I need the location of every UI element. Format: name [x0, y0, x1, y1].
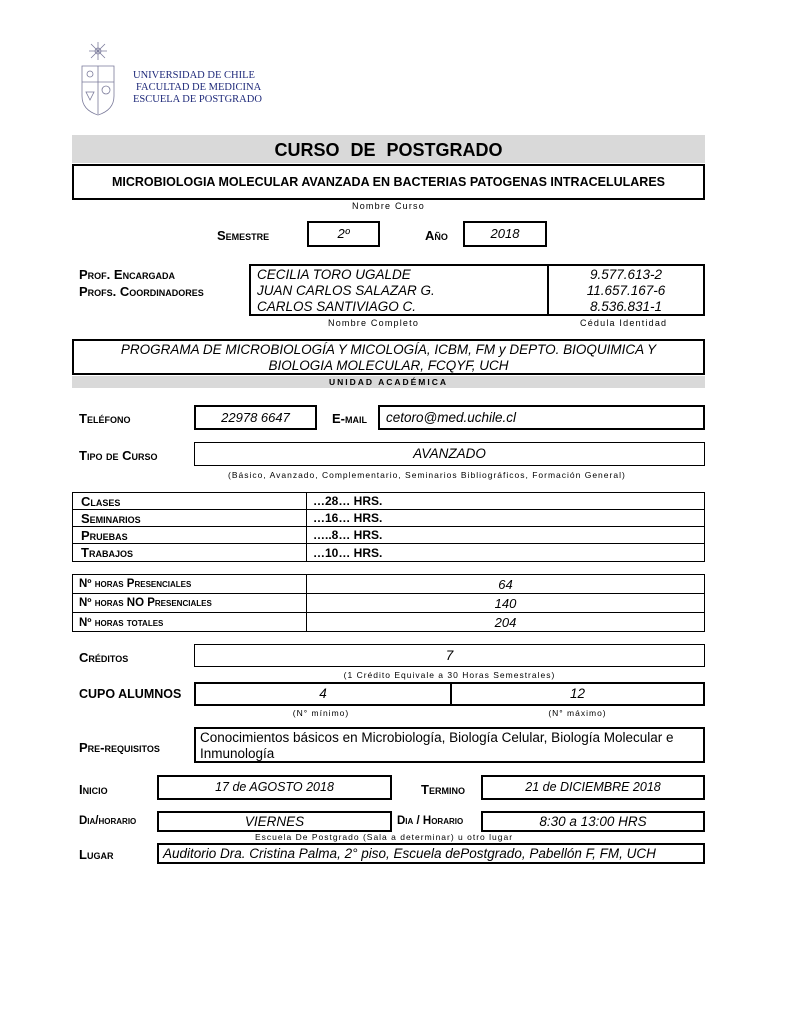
semester-field [307, 221, 380, 247]
page-title [72, 135, 705, 163]
course-type-field [194, 442, 705, 466]
phone-field [194, 405, 317, 430]
professors-table [249, 264, 705, 316]
hours-label: Nº horas NO Presenciales [79, 597, 212, 609]
quota-field [194, 682, 705, 706]
professor-name: CECILIA TORO UGALDE [257, 267, 411, 282]
activity-label: Trabajos [81, 545, 133, 560]
email-field [378, 405, 705, 430]
table-row [73, 527, 704, 544]
prerequisites-label: Pre-requisitos [79, 740, 160, 755]
year-field [463, 221, 547, 247]
activity-hours: …28… HRS. [313, 494, 383, 508]
faculty-name: FACULTAD DE MEDICINA [136, 82, 262, 93]
table-row [73, 594, 704, 613]
quota-label: CUPO ALUMNOS [79, 687, 182, 701]
academic-unit-caption [72, 376, 705, 388]
course-name-field [72, 164, 705, 200]
academic-unit: PROGRAMA DE MICROBIOLOGÍA Y MICOLOGÍA, ICBM, FM y DEPTO. BIOQUIMICA Y BIOLOGIA MOLECULAR, FCQYF, UCH [120, 342, 657, 373]
activity-hours: …16… HRS. [313, 511, 383, 525]
course-name: MICROBIOLOGIA MOLECULAR AVANZADA EN BACTERIAS PATOGENAS INTRACELULARES [111, 175, 665, 189]
schedule-caption: Escuela De Postgrado (Sala a determinar) u otro lugar [255, 832, 514, 842]
activities-table [72, 492, 705, 562]
credits-label: Créditos [79, 650, 129, 665]
year-value: 2018 [490, 226, 520, 241]
hours-value: 64 [498, 576, 513, 592]
academic-unit-caption-text: UNIDAD ACADÉMICA [328, 377, 449, 387]
end-field [481, 775, 705, 800]
end-label: Termino [421, 782, 465, 797]
credits-value: 7 [445, 648, 454, 663]
place-value: Auditorio Dra. Cristina Palma, 2° piso, Escuela dePostgrado, Pabellón F, FM, UCH [163, 846, 656, 861]
email-label: E-mail [332, 411, 367, 426]
course-type-label: Tipo de Curso [79, 448, 158, 463]
quota-min: 4 [319, 686, 327, 701]
hours-label: Nº horas totales [79, 616, 164, 629]
start-label: Inicio [79, 782, 108, 797]
professor-id: 8.536.831-1 [589, 299, 663, 314]
time-value: 8:30 a 13:00 HRS [539, 814, 647, 829]
table-row [73, 493, 704, 510]
quota-max-caption: (N° máximo) [548, 708, 607, 718]
university-name: UNIVERSIDAD DE CHILE [133, 70, 255, 81]
institution-header [133, 70, 262, 106]
activity-hours: …10… HRS. [313, 545, 383, 560]
day-label: Dia/horario [79, 815, 137, 827]
table-row [73, 575, 704, 594]
year-label: Año [425, 228, 448, 243]
coordinators-label: Profs. Coordinadores [79, 284, 204, 299]
semester-value: 2º [337, 226, 350, 241]
credits-field [194, 644, 705, 667]
activity-hours: …..8… HRS. [313, 528, 383, 542]
page-title-text: CURSO DE POSTGRADO [274, 140, 503, 160]
university-seal-logo [78, 40, 126, 118]
phone-value: 22978 6647 [221, 410, 290, 425]
table-row [73, 613, 704, 632]
hours-label: Nº horas Presenciales [79, 578, 192, 590]
course-name-caption: Nombre Curso [352, 201, 425, 211]
professor-name: CARLOS SANTIVIAGO C. [257, 299, 417, 314]
prerequisites-value: Conocimientos básicos en Microbiología, Biología Celular, Biología Molecular e Inmunología [200, 730, 674, 761]
hours-table [72, 574, 705, 632]
professor-name: JUAN CARLOS SALAZAR G. [257, 283, 435, 298]
course-type-caption: (Básico, Avanzado, Complementario, Seminarios Bibliográficos, Formación General) [228, 470, 626, 480]
place-field [157, 843, 705, 864]
activity-label: Seminarios [81, 510, 141, 526]
school-name: ESCUELA DE POSTGRADO [133, 94, 262, 105]
end-value: 21 de DICIEMBRE 2018 [525, 780, 661, 794]
activity-label: Pruebas [81, 527, 128, 543]
id-caption: Cédula Identidad [580, 318, 668, 328]
email-value: cetoro@med.uchile.cl [386, 410, 517, 425]
day-value: VIERNES [244, 814, 305, 829]
day-field [157, 811, 392, 832]
table-row [73, 544, 704, 561]
name-caption: Nombre Completo [328, 318, 420, 328]
start-field [157, 775, 392, 800]
phone-label: Teléfono [79, 411, 131, 426]
credits-caption: (1 Crédito Equivale a 30 Horas Semestrales) [343, 670, 556, 680]
hours-value: 140 [494, 595, 517, 611]
academic-unit-field [72, 339, 705, 375]
quota-max: 12 [569, 686, 586, 701]
lead-professor-label: Prof. Encargada [79, 267, 176, 282]
start-value: 17 de AGOSTO 2018 [215, 780, 334, 794]
semester-label: Semestre [217, 228, 270, 243]
quota-min-caption: (N° mínimo) [292, 708, 350, 718]
time-label: Dia / Horario [397, 815, 464, 827]
course-type-value: AVANZADO [413, 446, 486, 461]
time-field [481, 811, 705, 832]
table-row [73, 510, 704, 527]
hours-value: 204 [494, 615, 517, 630]
prerequisites-field [194, 727, 705, 763]
professor-id: 11.657.167-6 [586, 283, 666, 298]
activity-label: Clases [81, 493, 121, 509]
professor-id: 9.577.613-2 [589, 267, 663, 282]
place-label: Lugar [79, 847, 114, 862]
